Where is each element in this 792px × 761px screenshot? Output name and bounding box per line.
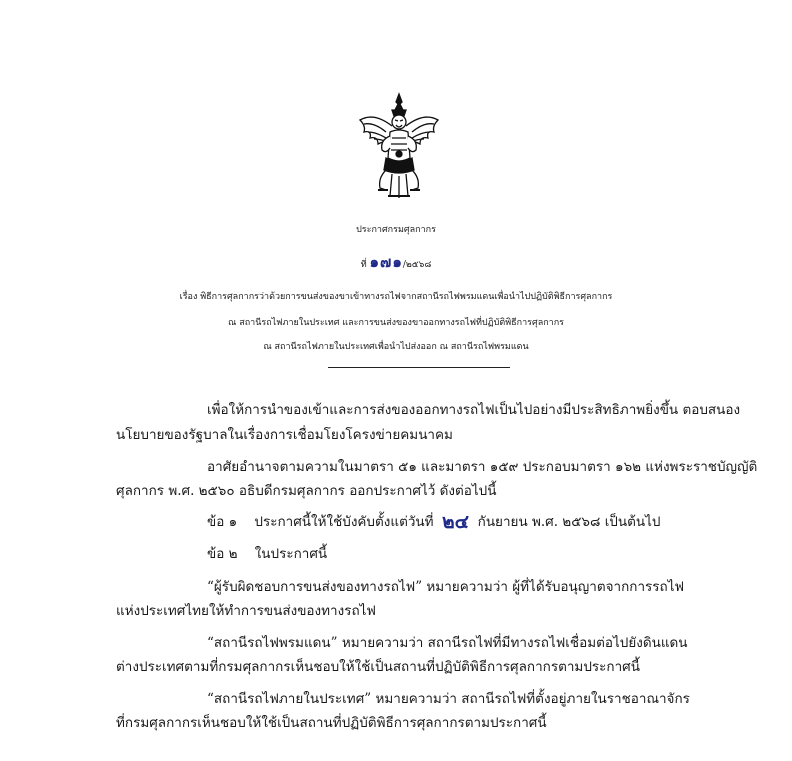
subject-line-2: ณ สถานีรถไฟภายในประเทศ และการขนส่งของขาออกทางรถไฟที่ปฏิบัติพิธีการศุลกากร bbox=[228, 318, 564, 328]
clause-1-text-a: ประกาศนี้ให้ใช้บังคับตั้งแต่วันที่ bbox=[254, 514, 434, 530]
handwritten-number: ๑๗๑ bbox=[369, 253, 403, 271]
definition-2-line-2: ต่างประเทศตามที่กรมศุลกากรเห็นชอบให้ใช้เป็นสถานที่ปฏิบัติพิธีการศุลกากรตามประกาศนี้ bbox=[116, 659, 640, 675]
subject-line-3: ณ สถานีรถไฟภายในประเทศเพื่อนำไปส่งออก ณ สถานีรถไฟพรมแดน bbox=[263, 342, 529, 352]
number-suffix: /๒๕๖๘ bbox=[402, 260, 432, 270]
definition-3-line-2: ที่กรมศุลกากรเห็นชอบให้ใช้เป็นสถานที่ปฏิบัติพิธีการศุลกากรตามประกาศนี้ bbox=[116, 715, 547, 731]
clause-2-label: ข้อ ๒ bbox=[207, 546, 238, 562]
document-title: ประกาศกรมศุลกากร bbox=[356, 225, 436, 235]
clause-2-text: ในประกาศนี้ bbox=[254, 546, 328, 562]
clause-1-label: ข้อ ๑ bbox=[207, 514, 238, 530]
definition-3-line-1: “สถานีรถไฟภายในประเทศ” หมายความว่า สถานีรถไฟที่ตั้งอยู่ภายในราชอาณาจักร bbox=[207, 691, 690, 707]
definition-1-line-1: “ผู้รับผิดชอบการขนส่งของทางรถไฟ” หมายความว่า ผู้ที่ได้รับอนุญาตจากการรถไฟ bbox=[207, 579, 685, 595]
clause-1 bbox=[207, 512, 660, 532]
divider-line bbox=[328, 367, 510, 368]
definition-1-line-2: แห่งประเทศไทยให้ทำการขนส่งของทางรถไฟ bbox=[116, 603, 376, 619]
clause-1-text-b: กันยายน พ.ศ. ๒๕๖๘ เป็นต้นไป bbox=[477, 514, 661, 530]
paragraph-1-line-1: เพื่อให้การนำของเข้าและการส่งของออกทางรถไฟเป็นไปอย่างมีประสิทธิภาพยิ่งขึ้น ตอบสนอง bbox=[207, 402, 741, 418]
definition-2-line-1: “สถานีรถไฟพรมแดน” หมายความว่า สถานีรถไฟที่มีทางรถไฟเชื่อมต่อไปยังดินแดน bbox=[207, 635, 688, 651]
document-number bbox=[0, 252, 792, 275]
clause-2 bbox=[207, 544, 327, 564]
paragraph-2-line-2: ศุลกากร พ.ศ. ๒๕๖๐ อธิบดีกรมศุลกากร ออกประกาศไว้ ดังต่อไปนี้ bbox=[116, 483, 497, 499]
subject-line-1: เรื่อง พิธีการศุลกากรว่าด้วยการขนส่งของขาเข้าทางรถไฟจากสถานีรถไฟพรมแดนเพื่อนำไปปฏิบัติพิธีการศุลกากร bbox=[179, 292, 613, 302]
number-prefix: ที่ bbox=[360, 260, 367, 270]
paragraph-1-line-2: นโยบายของรัฐบาลในเรื่องการเชื่อมโยงโครงข่ายคมนาคม bbox=[116, 427, 453, 443]
garuda-emblem-icon bbox=[356, 92, 442, 198]
paragraph-2-line-1: อาศัยอำนาจตามความในมาตรา ๕๑ และมาตรา ๑๕๙ ประกอบมาตรา ๑๖๒ แห่งพระราชบัญญัติ bbox=[207, 459, 758, 475]
handwritten-date: ๒๔ bbox=[442, 511, 470, 533]
